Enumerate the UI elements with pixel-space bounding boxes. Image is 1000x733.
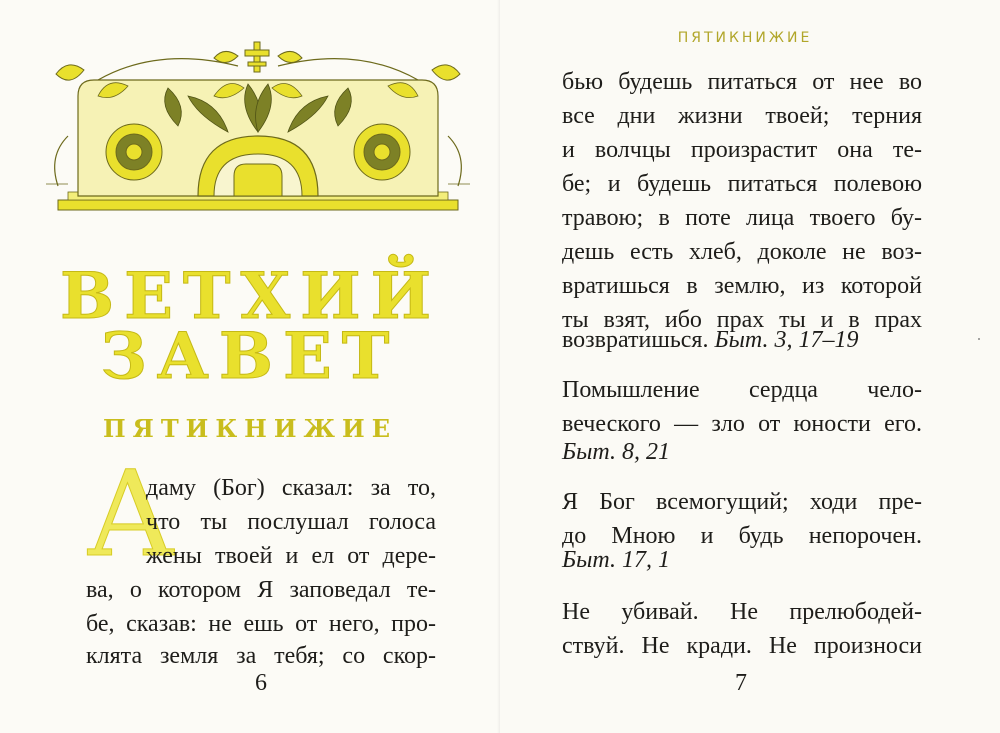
body-line: Я Бог всемогущий; ходи пре-: [562, 489, 922, 515]
body-line: вратишься в землю, из которой: [562, 273, 922, 299]
body-line: веческого — зло от юности его.: [562, 411, 922, 437]
body-line: до Мною и будь непорочен.: [562, 523, 922, 549]
body-line: бе, сказав: не ешь от него, про-: [86, 611, 436, 637]
body-line: даму (Бог) сказал: за то,: [146, 475, 436, 501]
bible-reference: Быт. 17, 1: [562, 547, 671, 573]
body-line: дешь есть хлеб, доколе не воз-: [562, 239, 922, 265]
cross-icon: [245, 42, 269, 72]
drop-cap: А: [86, 445, 176, 583]
body-line: все дни жизни твоей; терния: [562, 103, 922, 129]
ornamental-headpiece-icon: [38, 36, 478, 216]
body-line: ты взят, ибо прах ты и в прах: [562, 307, 922, 333]
para1-last: возвратишься.: [562, 327, 709, 353]
page-number-left: 6: [255, 670, 267, 696]
body-line: [562, 322, 922, 358]
body-line: ва, о котором Я заповедал те-: [86, 577, 436, 603]
title-line-2: ЗАВЕТ: [100, 319, 400, 394]
body-line: бью будешь питаться от нее во: [562, 69, 922, 95]
body-line: бе; и будешь питаться полевою: [562, 171, 922, 197]
title-line-1: ВЕТХИЙ: [60, 259, 442, 334]
running-head: ПЯТИКНИЖИЕ: [677, 30, 813, 46]
right-page: [500, 0, 1000, 733]
bible-reference: Быт. 3, 17–19: [714, 327, 859, 353]
body-line: жены твоей и ел от дере-: [146, 543, 436, 569]
body-line: клята земля за тебя; со скор-: [86, 643, 436, 669]
body-line: ствуй. Не кради. Не произноси: [562, 633, 922, 659]
body-line: и волчцы произрастит она те-: [562, 137, 922, 163]
section-title: ПЯТИКНИЖИЕ: [102, 414, 397, 443]
body-line: что ты послушал голоса: [146, 509, 436, 535]
body-line: травою; в поте лица твоего бу-: [562, 205, 922, 231]
bible-reference: Быт. 8, 21: [562, 439, 671, 465]
body-line: Не убивай. Не прелюбодей-: [562, 599, 922, 625]
page-number-right: 7: [735, 670, 747, 696]
body-line: Помышление сердца чело-: [562, 377, 922, 403]
